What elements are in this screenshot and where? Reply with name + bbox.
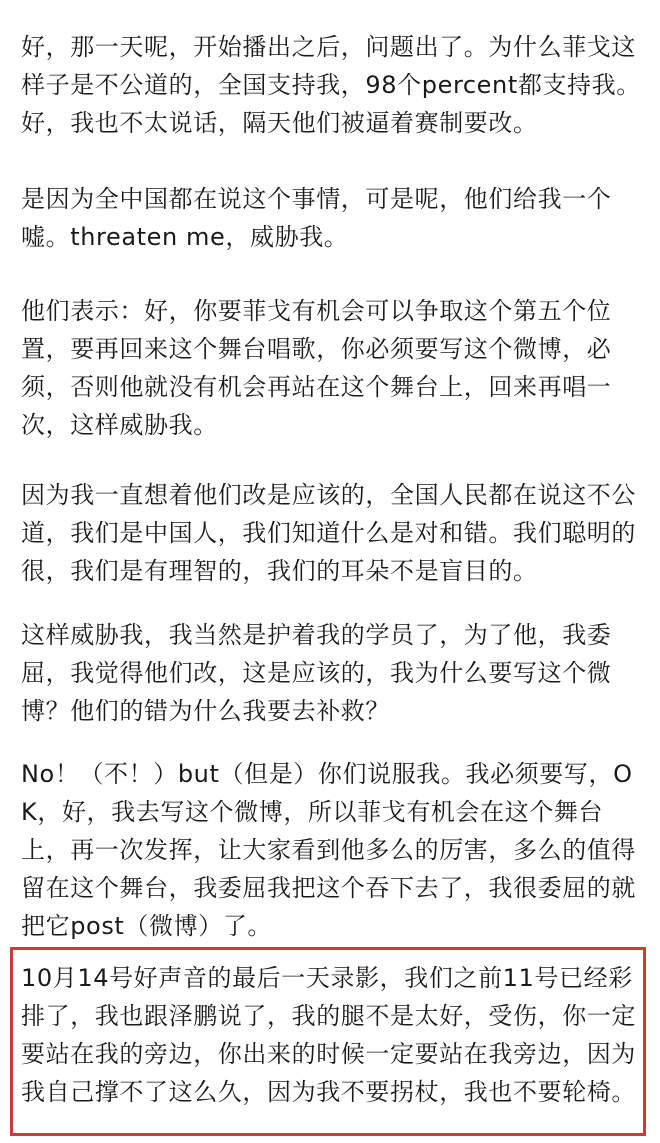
paragraph-6: No！（不！）but（但是）你们说服我。我必须要写，OK，好，我去写这个微博，所以菲戈有机会在这个舞台上，再一次发挥，让大家看到他多么的厉害，多么的值得留在这个舞台，我委屈我把这个吞下去了，我很委屈的就把它post（微博）了。 [21,760,636,940]
paragraph-5: 这样威胁我，我当然是护着我的学员了，为了他，我委屈，我觉得他们改，这是应该的，我为什么要写这个微博？他们的错为什么我要去补救？ [21,621,612,725]
paragraph-3: 他们表示：好，你要菲戈有机会可以争取这个第五个位置，要再回来这个舞台唱歌，你必须要写这个微博，必须，否则他就没有机会再站在这个舞台上，回来再唱一次，这样威胁我。 [21,297,612,439]
paragraph-1: 好，那一天呢，开始播出之后，问题出了。为什么菲戈这样子是不公道的，全国支持我，98个percent都支持我。好，我也不太说话，隔天他们被逼着赛制要改。 [21,33,641,137]
paragraph-2: 是因为全中国都在说这个事情，可是呢，他们给我一个嘘。threaten me，威胁我。 [21,185,612,251]
highlighted-paragraph: 10月14号好声音的最后一天录影，我们之前11号已经彩排了，我也跟泽鹏说了，我的腿不是太好，受伤，你一定要站在我的旁边，你出来的时候一定要站在我旁边，因为我自己撑不了这么久，因为我不要拐杖，我也不要轮椅。 [21,964,636,1106]
paragraph-4: 因为我一直想着他们改是应该的，全国人民都在说这不公道，我们是中国人，我们知道什么是对和错。我们聪明的很，我们是有理智的，我们的耳朵不是盲目的。 [21,481,636,585]
